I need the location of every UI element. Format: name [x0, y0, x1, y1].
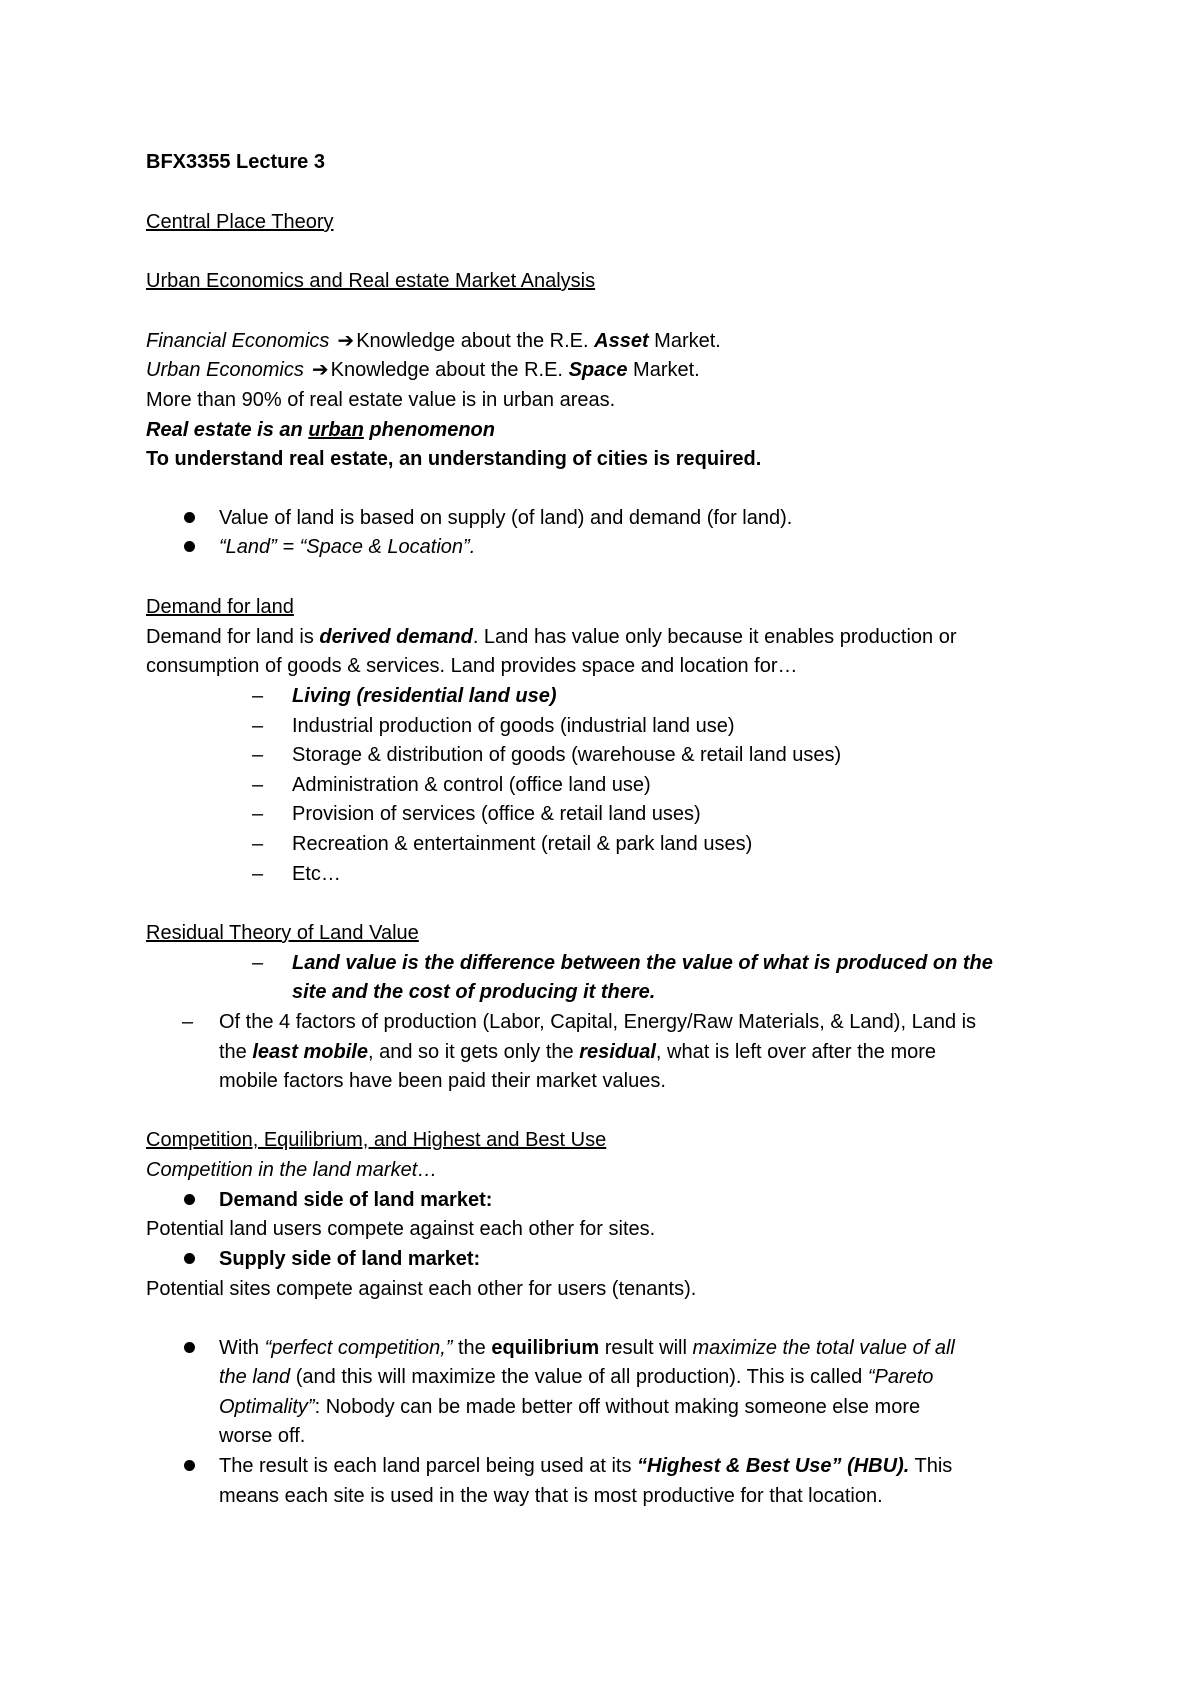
heading-competition: Competition, Equilibrium, and Highest and Best Use	[146, 1129, 607, 1151]
demand-para-line1: Demand for land is derived demand. Land has value only because it enables production or	[146, 626, 957, 648]
factors-line1: Of the 4 factors of production (Labor, Capital, Energy/Raw Materials, & Land), Land is	[219, 1011, 977, 1033]
heading-central-place: Central Place Theory	[146, 211, 334, 233]
bullet-land-definition: “Land” = “Space & Location”.	[219, 536, 476, 558]
bullet-icon	[184, 1460, 195, 1471]
urban-phenomenon-line: Real estate is an urban phenomenon	[146, 419, 495, 441]
bullet-supply-demand: Value of land is based on supply (of land) and demand (for land).	[219, 507, 793, 529]
dash-icon: –	[252, 774, 264, 796]
list-item: Living (residential land use)	[292, 685, 557, 707]
perfect-competition-line3: Optimality”: Nobody can be made better off without making someone else more	[219, 1396, 921, 1418]
list-item: Provision of services (office & retail land uses)	[292, 803, 701, 825]
dash-icon: –	[252, 715, 264, 737]
list-item: Industrial production of goods (industrial land use)	[292, 715, 735, 737]
dash-icon: –	[252, 803, 264, 825]
heading-residual-theory: Residual Theory of Land Value	[146, 922, 419, 944]
demand-side-text: Potential land users compete against each other for sites.	[146, 1218, 656, 1240]
perfect-competition-line2: the land (and this will maximize the value of all production). This is called “Pareto	[219, 1366, 934, 1388]
bullet-icon	[184, 512, 195, 523]
bullet-icon	[184, 541, 195, 552]
heading-demand-for-land: Demand for land	[146, 596, 294, 618]
list-item: Recreation & entertainment (retail & park land uses)	[292, 833, 753, 855]
hbu-line2: means each site is used in the way that is most productive for that location.	[219, 1485, 883, 1507]
dash-icon: –	[252, 863, 264, 885]
list-item: Storage & distribution of goods (warehouse & retail land uses)	[292, 744, 842, 766]
dash-icon: –	[252, 833, 264, 855]
perfect-competition-line4: worse off.	[219, 1425, 306, 1447]
supply-side-text: Potential sites compete against each other for users (tenants).	[146, 1278, 697, 1300]
heading-urban-economics: Urban Economics and Real estate Market Analysis	[146, 270, 596, 292]
bullet-icon	[184, 1253, 195, 1264]
line-90-percent: More than 90% of real estate value is in urban areas.	[146, 389, 616, 411]
arrow-right-icon: ➔	[337, 330, 355, 352]
dash-icon: –	[252, 744, 264, 766]
dash-icon: –	[182, 1011, 194, 1033]
hbu-line1: The result is each land parcel being used at its “Highest & Best Use” (HBU). This	[219, 1455, 953, 1477]
demand-side-label: Demand side of land market:	[219, 1189, 493, 1211]
fin-econ-label: Financial Economics	[146, 330, 330, 352]
dash-icon: –	[252, 685, 264, 707]
arrow-right-icon: ➔	[311, 359, 329, 381]
demand-para-line2: consumption of goods & services. Land provides space and location for…	[146, 655, 798, 677]
factors-line2: the least mobile, and so it gets only the residual, what is left over after the more	[219, 1041, 937, 1063]
financial-economics-line: Financial Economics ➔ Knowledge about the R.E. Asset Market.	[146, 330, 721, 352]
dash-icon: –	[252, 952, 264, 974]
urban-economics-line: Urban Economics ➔ Knowledge about the R.E. Space Market.	[146, 359, 700, 381]
list-item: Etc…	[292, 863, 341, 885]
residual-def-line2: site and the cost of producing it there.	[292, 981, 656, 1003]
perfect-competition-line1: With “perfect competition,” the equilibrium result will maximize the total value of all	[219, 1337, 955, 1359]
competition-intro: Competition in the land market…	[146, 1159, 438, 1181]
doc-title: BFX3355 Lecture 3	[146, 151, 325, 173]
supply-side-label: Supply side of land market:	[219, 1248, 481, 1270]
understand-line: To understand real estate, an understanding of cities is required.	[146, 448, 762, 470]
list-item: Administration & control (office land use)	[292, 774, 651, 796]
bullet-icon	[184, 1342, 195, 1353]
factors-line3: mobile factors have been paid their market values.	[219, 1070, 666, 1092]
bullet-icon	[184, 1194, 195, 1205]
residual-def-line1: Land value is the difference between the value of what is produced on the	[292, 952, 993, 974]
urb-econ-label: Urban Economics	[146, 359, 304, 381]
